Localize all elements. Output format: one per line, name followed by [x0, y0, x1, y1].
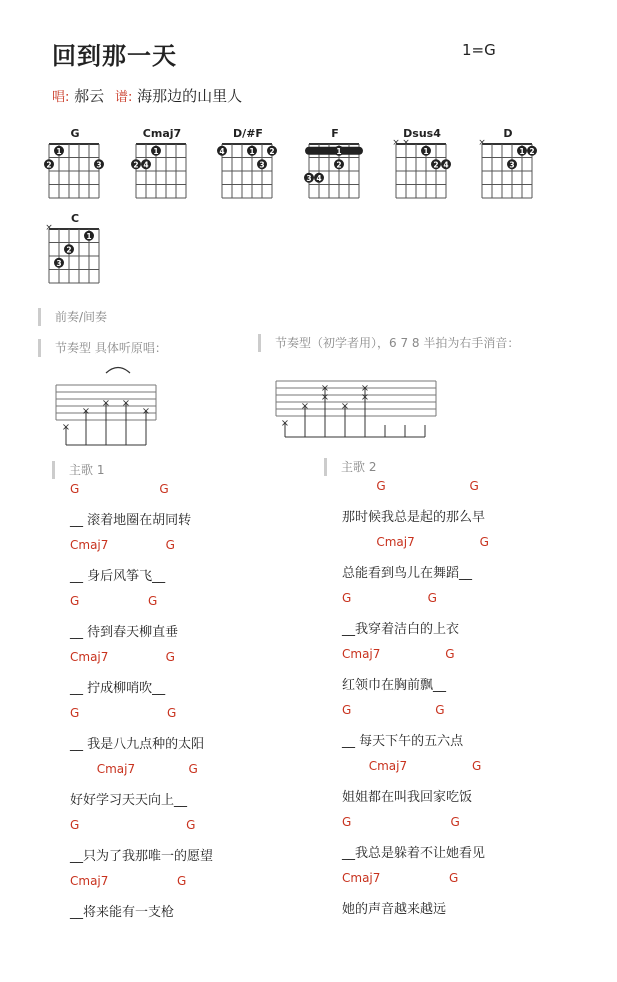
section-rhythm-1: 节奏型 具体听原唱： [38, 339, 167, 357]
svg-text:4: 4 [316, 173, 322, 183]
chord-diagram-dsus4 [387, 127, 457, 207]
chord-line: Cmaj7 G [342, 535, 489, 549]
chord-name: D/#F [233, 127, 263, 140]
svg-text:3: 3 [56, 258, 62, 268]
chord-line: Cmaj7 G [70, 874, 187, 888]
chord-line: Cmaj7 G [342, 759, 482, 773]
svg-text:4: 4 [143, 160, 149, 170]
svg-text:×: × [300, 401, 310, 412]
svg-text:×: × [81, 406, 91, 417]
rhythm-pattern-2 [270, 375, 450, 445]
svg-text:×: × [360, 383, 370, 394]
svg-text:×: × [340, 401, 350, 412]
svg-text:1: 1 [423, 146, 429, 156]
svg-text:×: × [360, 392, 370, 403]
rhythm-pattern-1 [50, 360, 170, 450]
chord-line: G G [342, 815, 460, 829]
chord-diagram-cmaj7 [127, 127, 197, 207]
svg-text:×: × [61, 422, 71, 433]
section-intro: 前奏/间奏 [38, 308, 107, 326]
song-key: 1=G [462, 41, 496, 59]
fretboard-grid [300, 139, 372, 209]
chord-diagram-c [40, 212, 110, 292]
chord-line: G G [70, 818, 196, 832]
svg-text:3: 3 [509, 160, 515, 170]
chord-name: C [70, 212, 80, 225]
lyric-line: __ 每天下午的五六点 [342, 734, 464, 749]
svg-text:1: 1 [336, 146, 342, 156]
section-verse-1: 主歌 1 [52, 461, 104, 479]
fretboard-grid [40, 139, 112, 209]
fretboard-grid [40, 224, 112, 294]
svg-text:3: 3 [259, 160, 265, 170]
lyric-line: __ 身后风筝飞__ [70, 569, 166, 584]
singer-name: 郝云 [74, 87, 105, 105]
chord-diagram-g [40, 127, 110, 207]
svg-text:3: 3 [306, 173, 312, 183]
chord-line: G G [70, 594, 158, 608]
svg-text:1: 1 [153, 146, 159, 156]
section-rhythm-2: 节奏型（初学者用），6 7 8 半拍为右手消音： [258, 334, 519, 352]
chord-name: Cmaj7 [142, 127, 182, 140]
svg-text:2: 2 [133, 160, 139, 170]
svg-text:×: × [320, 383, 330, 394]
lyric-line: __我穿着洁白的上衣 [342, 622, 460, 637]
lyric-line: 红领巾在胸前飘__ [342, 678, 447, 693]
chord-line: Cmaj7 G [70, 538, 175, 552]
chord-line: G G [342, 703, 445, 717]
svg-text:×: × [478, 139, 486, 148]
song-title: 回到那一天 [52, 42, 177, 70]
chord-name: D [503, 127, 513, 140]
svg-text:2: 2 [66, 245, 72, 255]
svg-text:×: × [280, 418, 290, 429]
chord-diagram-df [213, 127, 283, 207]
lyric-line: 那时候我总是起的那么早 [342, 510, 486, 525]
svg-text:×: × [45, 224, 53, 233]
svg-text:×: × [141, 406, 151, 417]
svg-text:2: 2 [433, 160, 439, 170]
svg-text:4: 4 [219, 146, 225, 156]
svg-text:2: 2 [269, 146, 275, 156]
singer-label: 唱: [52, 90, 70, 105]
fretboard-grid [213, 139, 285, 209]
chord-line: Cmaj7 G [342, 871, 459, 885]
chord-line: G G [70, 482, 169, 496]
chord-name: F [331, 127, 339, 140]
lyric-line: __将来能有一支枪 [70, 905, 175, 920]
svg-text:2: 2 [46, 160, 52, 170]
arranger-name: 海那边的山里人 [137, 87, 243, 105]
lyric-line: __ 滚着地圈在胡同转 [70, 513, 192, 528]
lyric-line: 好好学习天天向上__ [70, 793, 188, 808]
lyric-line: __只为了我那唯一的愿望 [70, 849, 214, 864]
fretboard-grid [473, 139, 545, 209]
chord-line: G G [342, 591, 437, 605]
svg-text:×: × [121, 398, 131, 409]
chord-name: G [70, 127, 80, 140]
fretboard-grid [127, 139, 199, 209]
svg-text:×: × [101, 398, 111, 409]
section-verse-2: 主歌 2 [324, 458, 376, 476]
svg-text:4: 4 [443, 160, 449, 170]
svg-text:3: 3 [96, 160, 102, 170]
arranger-label: 谱: [114, 90, 133, 105]
svg-text:1: 1 [56, 146, 62, 156]
chord-line: Cmaj7 G [70, 762, 198, 776]
chord-diagram-f [300, 127, 370, 207]
lyric-line: __ 拧成柳哨吹__ [70, 681, 166, 696]
chord-line: Cmaj7 G [70, 650, 175, 664]
svg-text:1: 1 [519, 146, 525, 156]
lyric-line: __ 待到春天柳直垂 [70, 625, 179, 640]
chord-line: Cmaj7 G [342, 647, 455, 661]
lyric-line: __我总是躲着不让她看见 [342, 846, 486, 861]
svg-text:2: 2 [529, 146, 535, 156]
svg-text:1: 1 [86, 231, 92, 241]
fretboard-grid [387, 139, 459, 209]
chord-line: G G [70, 706, 177, 720]
chord-diagram-d [473, 127, 543, 207]
lyric-line: 她的声音越来越远 [342, 902, 447, 917]
svg-text:1: 1 [249, 146, 255, 156]
lyric-line: 总能看到鸟儿在舞蹈__ [342, 566, 473, 581]
svg-text:×: × [320, 392, 330, 403]
lyric-line: 姐姐都在叫我回家吃饭 [342, 790, 473, 805]
svg-text:×: × [402, 139, 410, 148]
chord-line: G G [342, 479, 479, 493]
svg-text:2: 2 [336, 160, 342, 170]
svg-text:×: × [392, 139, 400, 148]
credits [52, 85, 242, 106]
lyric-line: __ 我是八九点种的太阳 [70, 737, 205, 752]
chord-name: Dsus4 [403, 127, 441, 140]
